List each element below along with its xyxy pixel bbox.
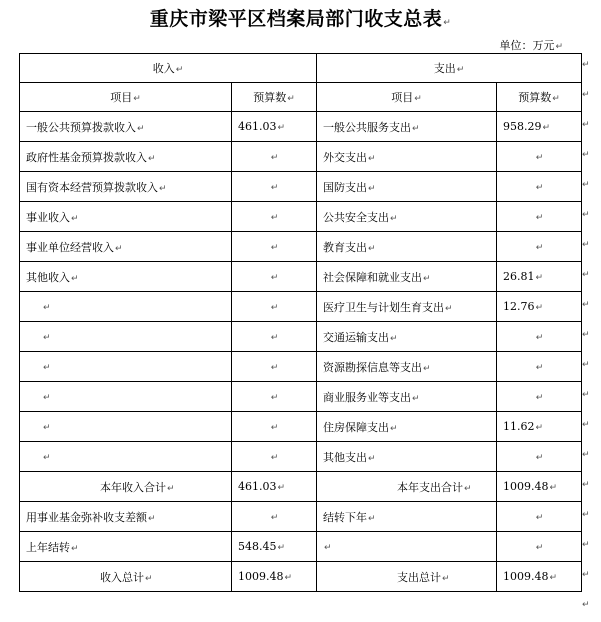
paragraph-mark: ↵ bbox=[43, 363, 51, 373]
expense-value-cell: 958.29↵ bbox=[497, 112, 582, 142]
expense-item-cell: 教育支出↵ bbox=[317, 232, 497, 262]
paragraph-mark: ↵ bbox=[284, 573, 293, 583]
row-end-mark: ↵ bbox=[582, 120, 590, 130]
expense-item-cell: 支出总计↵ bbox=[317, 562, 497, 592]
row-end-mark: ↵ bbox=[582, 570, 590, 580]
table-row bbox=[20, 292, 582, 322]
row-end-mark: ↵ bbox=[582, 360, 590, 370]
paragraph-mark: ↵ bbox=[535, 333, 544, 343]
expense-value-cell bbox=[497, 532, 582, 562]
income-value-cell bbox=[232, 202, 317, 232]
paragraph-mark: ↵ bbox=[324, 543, 332, 553]
income-value-cell: 461.03↵ bbox=[232, 112, 317, 142]
income-value-cell bbox=[232, 232, 317, 262]
paragraph-mark: ↵ bbox=[43, 453, 51, 463]
paragraph-mark: ↵ bbox=[542, 123, 551, 133]
income-section-header: 收入↵ bbox=[20, 54, 317, 83]
row-end-mark: ↵ bbox=[582, 300, 590, 310]
unit-label: 单位：万元↵ bbox=[499, 39, 563, 52]
row-end-mark: ↵ bbox=[582, 240, 590, 250]
paragraph-mark: ↵ bbox=[43, 333, 51, 343]
expense-item-cell: 公共安全支出↵ bbox=[317, 202, 497, 232]
income-item-cell bbox=[20, 352, 232, 382]
paragraph-mark: ↵ bbox=[148, 513, 156, 524]
paragraph-mark: ↵ bbox=[390, 213, 398, 224]
section-header-row bbox=[20, 54, 582, 83]
expense-item-cell: 商业服务业等支出↵ bbox=[317, 382, 497, 412]
paragraph-mark: ↵ bbox=[368, 243, 376, 254]
table-row bbox=[20, 532, 582, 562]
expense-value-cell bbox=[497, 442, 582, 472]
table-row bbox=[20, 232, 582, 262]
paragraph-mark: ↵ bbox=[270, 423, 279, 433]
paragraph-mark: ↵ bbox=[368, 183, 376, 194]
paragraph-mark: ↵ bbox=[443, 18, 452, 28]
expense-item-cell: 本年支出合计↵ bbox=[317, 472, 497, 502]
paragraph-mark: ↵ bbox=[412, 393, 420, 404]
income-item-cell bbox=[20, 382, 232, 412]
paragraph-mark: ↵ bbox=[535, 213, 544, 223]
income-value-cell: 461.03↵ bbox=[232, 472, 317, 502]
expense-value-cell: 26.81↵ bbox=[497, 262, 582, 292]
expense-value-cell: 12.76↵ bbox=[497, 292, 582, 322]
expense-item-header: 项目↵ bbox=[317, 83, 497, 112]
row-end-mark: ↵ bbox=[582, 510, 590, 520]
income-value-cell bbox=[232, 442, 317, 472]
paragraph-mark: ↵ bbox=[270, 513, 279, 523]
paragraph-mark: ↵ bbox=[535, 183, 544, 193]
expense-value-cell bbox=[497, 382, 582, 412]
table-row bbox=[20, 382, 582, 412]
row-end-mark: ↵ bbox=[582, 390, 590, 400]
paragraph-mark: ↵ bbox=[270, 213, 279, 223]
document-title: 重庆市梁平区档案局部门收支总表↵ bbox=[149, 8, 452, 30]
income-item-cell bbox=[20, 322, 232, 352]
income-item-cell: 一般公共预算拨款收入↵ bbox=[20, 112, 232, 142]
expense-item-cell: 结转下年↵ bbox=[317, 502, 497, 532]
paragraph-mark: ↵ bbox=[535, 393, 544, 403]
expense-value-cell bbox=[497, 352, 582, 382]
income-value-cell: 548.45↵ bbox=[232, 532, 317, 562]
paragraph-mark: ↵ bbox=[270, 183, 279, 193]
expense-value-cell: 1009.48↵ bbox=[497, 472, 582, 502]
paragraph-mark: ↵ bbox=[535, 423, 544, 433]
row-end-mark: ↵ bbox=[582, 420, 590, 430]
table-row bbox=[20, 142, 582, 172]
paragraph-mark: ↵ bbox=[270, 453, 279, 463]
income-value-cell bbox=[232, 172, 317, 202]
paragraph-mark: ↵ bbox=[368, 453, 376, 464]
income-item-cell: 事业收入↵ bbox=[20, 202, 232, 232]
paragraph-mark: ↵ bbox=[549, 483, 558, 493]
table-row bbox=[20, 412, 582, 442]
income-value-cell bbox=[232, 262, 317, 292]
paragraph-mark: ↵ bbox=[390, 423, 398, 434]
paragraph-mark: ↵ bbox=[270, 273, 279, 283]
income-item-header: 项目↵ bbox=[20, 83, 232, 112]
expense-item-cell: 交通运输支出↵ bbox=[317, 322, 497, 352]
paragraph-mark: ↵ bbox=[412, 123, 420, 134]
table-row bbox=[20, 442, 582, 472]
row-end-mark: ↵ bbox=[582, 330, 590, 340]
income-value-cell: 1009.48↵ bbox=[232, 562, 317, 592]
expense-value-cell: 11.62↵ bbox=[497, 412, 582, 442]
paragraph-mark: ↵ bbox=[159, 183, 167, 194]
paragraph-mark: ↵ bbox=[270, 393, 279, 403]
paragraph-mark: ↵ bbox=[368, 153, 376, 164]
income-item-cell bbox=[20, 412, 232, 442]
expense-item-cell: 医疗卫生与计划生育支出↵ bbox=[317, 292, 497, 322]
grand-total-row bbox=[20, 562, 582, 592]
paragraph-mark: ↵ bbox=[43, 423, 51, 433]
paragraph-mark: ↵ bbox=[270, 333, 279, 343]
paragraph-mark: ↵ bbox=[555, 42, 563, 52]
paragraph-mark: ↵ bbox=[549, 573, 558, 583]
income-item-cell bbox=[20, 442, 232, 472]
row-end-mark: ↵ bbox=[582, 210, 590, 220]
income-value-cell bbox=[232, 502, 317, 532]
table-row bbox=[20, 172, 582, 202]
income-value-cell bbox=[232, 322, 317, 352]
table-row bbox=[20, 352, 582, 382]
row-end-mark: ↵ bbox=[582, 480, 590, 490]
expense-item-cell: 资源勘探信息等支出↵ bbox=[317, 352, 497, 382]
paragraph-mark: ↵ bbox=[43, 303, 51, 313]
income-value-cell bbox=[232, 382, 317, 412]
table-row bbox=[20, 202, 582, 232]
income-item-cell: 事业单位经营收入↵ bbox=[20, 232, 232, 262]
income-value-cell bbox=[232, 292, 317, 322]
year-total-row bbox=[20, 472, 582, 502]
paragraph-mark: ↵ bbox=[535, 303, 544, 313]
row-end-mark: ↵ bbox=[582, 150, 590, 160]
paragraph-mark: ↵ bbox=[137, 123, 145, 134]
income-item-cell: 用事业基金弥补收支差额↵ bbox=[20, 502, 232, 532]
paragraph-mark: ↵ bbox=[535, 273, 544, 283]
table-row bbox=[20, 502, 582, 532]
paragraph-mark: ↵ bbox=[535, 513, 544, 523]
income-value-cell bbox=[232, 412, 317, 442]
row-end-mark: ↵ bbox=[582, 60, 590, 70]
paragraph-mark: ↵ bbox=[148, 153, 156, 164]
paragraph-mark: ↵ bbox=[535, 363, 544, 373]
income-item-cell: 政府性基金预算拨款收入↵ bbox=[20, 142, 232, 172]
row-end-mark: ↵ bbox=[582, 600, 590, 610]
paragraph-mark: ↵ bbox=[145, 573, 153, 584]
expense-value-cell bbox=[497, 322, 582, 352]
paragraph-mark: ↵ bbox=[535, 243, 544, 253]
expense-budget-header: 预算数↵ bbox=[497, 83, 582, 112]
expense-item-cell: 外交支出↵ bbox=[317, 142, 497, 172]
paragraph-mark: ↵ bbox=[535, 153, 544, 163]
paragraph-mark: ↵ bbox=[167, 483, 175, 494]
table-row bbox=[20, 322, 582, 352]
paragraph-mark: ↵ bbox=[535, 453, 544, 463]
table-row bbox=[20, 112, 582, 142]
column-header-row bbox=[20, 83, 582, 112]
paragraph-mark: ↵ bbox=[368, 513, 376, 524]
paragraph-mark: ↵ bbox=[71, 543, 79, 554]
row-end-mark: ↵ bbox=[582, 540, 590, 550]
expense-item-cell: 国防支出↵ bbox=[317, 172, 497, 202]
expense-section-header: 支出↵ bbox=[317, 54, 582, 83]
paragraph-mark: ↵ bbox=[277, 123, 286, 133]
income-item-cell: 上年结转↵ bbox=[20, 532, 232, 562]
budget-summary-table bbox=[19, 53, 582, 592]
row-end-mark: ↵ bbox=[582, 270, 590, 280]
paragraph-mark: ↵ bbox=[270, 303, 279, 313]
row-end-mark: ↵ bbox=[582, 180, 590, 190]
paragraph-mark: ↵ bbox=[115, 243, 123, 254]
paragraph-mark: ↵ bbox=[270, 363, 279, 373]
expense-value-cell bbox=[497, 172, 582, 202]
paragraph-mark: ↵ bbox=[464, 483, 472, 494]
expense-value-cell bbox=[497, 232, 582, 262]
paragraph-mark: ↵ bbox=[71, 213, 79, 224]
expense-value-cell bbox=[497, 142, 582, 172]
expense-item-cell: 住房保障支出↵ bbox=[317, 412, 497, 442]
row-end-mark: ↵ bbox=[582, 450, 590, 460]
income-item-cell: 本年收入合计↵ bbox=[20, 472, 232, 502]
row-end-mark: ↵ bbox=[582, 90, 590, 100]
expense-value-cell bbox=[497, 202, 582, 232]
income-value-cell bbox=[232, 142, 317, 172]
expense-value-cell bbox=[497, 502, 582, 532]
income-item-cell bbox=[20, 292, 232, 322]
paragraph-mark: ↵ bbox=[423, 363, 431, 374]
paragraph-mark: ↵ bbox=[390, 333, 398, 344]
paragraph-mark: ↵ bbox=[43, 393, 51, 403]
expense-item-cell: 社会保障和就业支出↵ bbox=[317, 262, 497, 292]
income-budget-header: 预算数↵ bbox=[232, 83, 317, 112]
income-item-cell: 收入总计↵ bbox=[20, 562, 232, 592]
paragraph-mark: ↵ bbox=[277, 483, 286, 493]
expense-item-cell bbox=[317, 532, 497, 562]
paragraph-mark: ↵ bbox=[270, 153, 279, 163]
income-value-cell bbox=[232, 352, 317, 382]
income-item-cell: 国有资本经营预算拨款收入↵ bbox=[20, 172, 232, 202]
expense-value-cell: 1009.48↵ bbox=[497, 562, 582, 592]
income-item-cell: 其他收入↵ bbox=[20, 262, 232, 292]
paragraph-mark: ↵ bbox=[535, 543, 544, 553]
paragraph-mark: ↵ bbox=[423, 273, 431, 284]
paragraph-mark: ↵ bbox=[270, 243, 279, 253]
paragraph-mark: ↵ bbox=[71, 273, 79, 284]
expense-item-cell: 一般公共服务支出↵ bbox=[317, 112, 497, 142]
paragraph-mark: ↵ bbox=[445, 303, 453, 314]
expense-item-cell: 其他支出↵ bbox=[317, 442, 497, 472]
paragraph-mark: ↵ bbox=[277, 543, 286, 553]
paragraph-mark: ↵ bbox=[442, 573, 450, 584]
table-row bbox=[20, 262, 582, 292]
